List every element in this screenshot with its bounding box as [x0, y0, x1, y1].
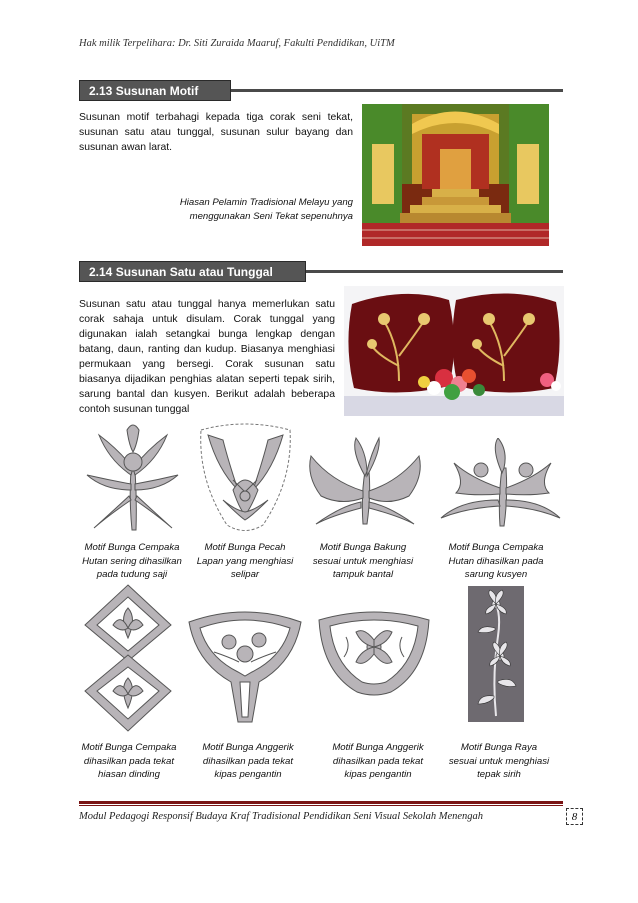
pelamin-caption — [170, 196, 353, 223]
cushions-photo — [344, 286, 564, 416]
motif-caption — [436, 741, 562, 782]
motif-anggerik-kipas-image — [316, 602, 432, 698]
caption-line: sarung kusyen — [464, 569, 528, 580]
caption-line: Motif Bunga Cempaka — [448, 542, 544, 553]
caption-line: tampuk bantal — [332, 569, 394, 580]
caption-line: Motif Bunga Cempaka — [81, 742, 177, 753]
caption-line: pada tudung saji — [96, 569, 168, 580]
caption-line: sesuai untuk menghiasi — [448, 755, 550, 767]
page-header: Hak milik Terpelihara: Dr. Siti Zuraida Maaruf, Fakulti Pendidikan, UiTM — [79, 38, 395, 49]
caption-line: Motif Bunga Pecah — [204, 542, 286, 553]
caption-line: dihasilkan pada tekat — [202, 755, 294, 767]
caption-line: selipar — [230, 569, 260, 580]
motif-anggerik-kipas-image — [184, 602, 306, 730]
caption-line: Hutan dihasilkan pada — [448, 555, 544, 567]
section-rule — [229, 89, 563, 92]
caption-line: menggunakan Seni Tekat sepenuhnya — [189, 210, 353, 222]
caption-line: Motif Bunga Anggerik — [332, 742, 424, 753]
caption-line: hiasan dinding — [98, 769, 160, 780]
caption-line: dihasilkan pada tekat — [83, 755, 175, 767]
caption-line: Lapan yang menghiasi — [196, 555, 294, 567]
page-number: 8 — [566, 808, 583, 825]
caption-line: kipas pengantin — [344, 769, 412, 780]
motif-bunga-raya-image — [468, 586, 524, 722]
footer-text: Modul Pedagogi Responsif Budaya Kraf Tradisional Pendidikan Seni Visual Sekolah Menengah — [79, 811, 484, 822]
section-214-paragraph: Susunan satu atau tunggal hanya memerlukan satu corak sahaja untuk disulam. Corak tunggal yang digunakan ialah setangkai bunga lengkap dengan batang, daun, ranting dan kudup. Biasanya menghiasi permukaan yang bersegi. Corak susunan satu biasanya dijadikan penghias alatan seperti tepak sirih, sarung bantal dan kusyen. Berikut adalah beberapa contoh susunan tunggal — [79, 299, 335, 415]
section-rule — [304, 270, 563, 273]
caption-line: Motif Bunga Cempaka — [84, 542, 180, 553]
caption-line: Hutan sering dihasilkan — [82, 555, 182, 567]
caption-line: dihasilkan pada tekat — [332, 755, 424, 767]
motif-cempaka-dinding-image — [79, 583, 177, 733]
footer-rule — [79, 801, 563, 804]
section-213-paragraph: Susunan motif terbahagi kepada tiga corak seni tekat, susunan satu atau tunggal, susunan sulur bayang dan susunan awan larat. — [79, 112, 353, 153]
motif-bakung-image — [301, 436, 429, 528]
motif-caption — [436, 541, 556, 582]
motif-pecah-lapan-image — [193, 420, 298, 538]
section-title: 2.13 Susunan Motif — [79, 80, 231, 101]
footer-rule — [79, 805, 563, 806]
caption-line: Motif Bunga Bakung — [319, 542, 407, 553]
motif-caption — [74, 741, 184, 782]
motif-caption — [192, 741, 304, 782]
caption-line: Motif Bunga Anggerik — [202, 742, 294, 753]
section-213-heading — [79, 80, 563, 101]
caption-line: tepak sirih — [477, 769, 521, 780]
caption-line: Motif Bunga Raya — [460, 742, 538, 753]
motif-cempaka-hutan-image — [79, 420, 186, 538]
pelamin-photo — [362, 104, 549, 246]
section-214-heading — [79, 261, 563, 282]
caption-line: Hiasan Pelamin Tradisional Melayu yang — [179, 197, 353, 208]
motif-caption — [322, 741, 434, 782]
caption-line: sesuai untuk menghiasi — [312, 555, 414, 567]
motif-caption — [190, 541, 300, 582]
caption-line: kipas pengantin — [214, 769, 282, 780]
section-title: 2.14 Susunan Satu atau Tunggal — [79, 261, 306, 282]
motif-caption — [77, 541, 187, 582]
motif-caption — [306, 541, 420, 582]
motif-cempaka-kusyen-image — [436, 438, 564, 530]
